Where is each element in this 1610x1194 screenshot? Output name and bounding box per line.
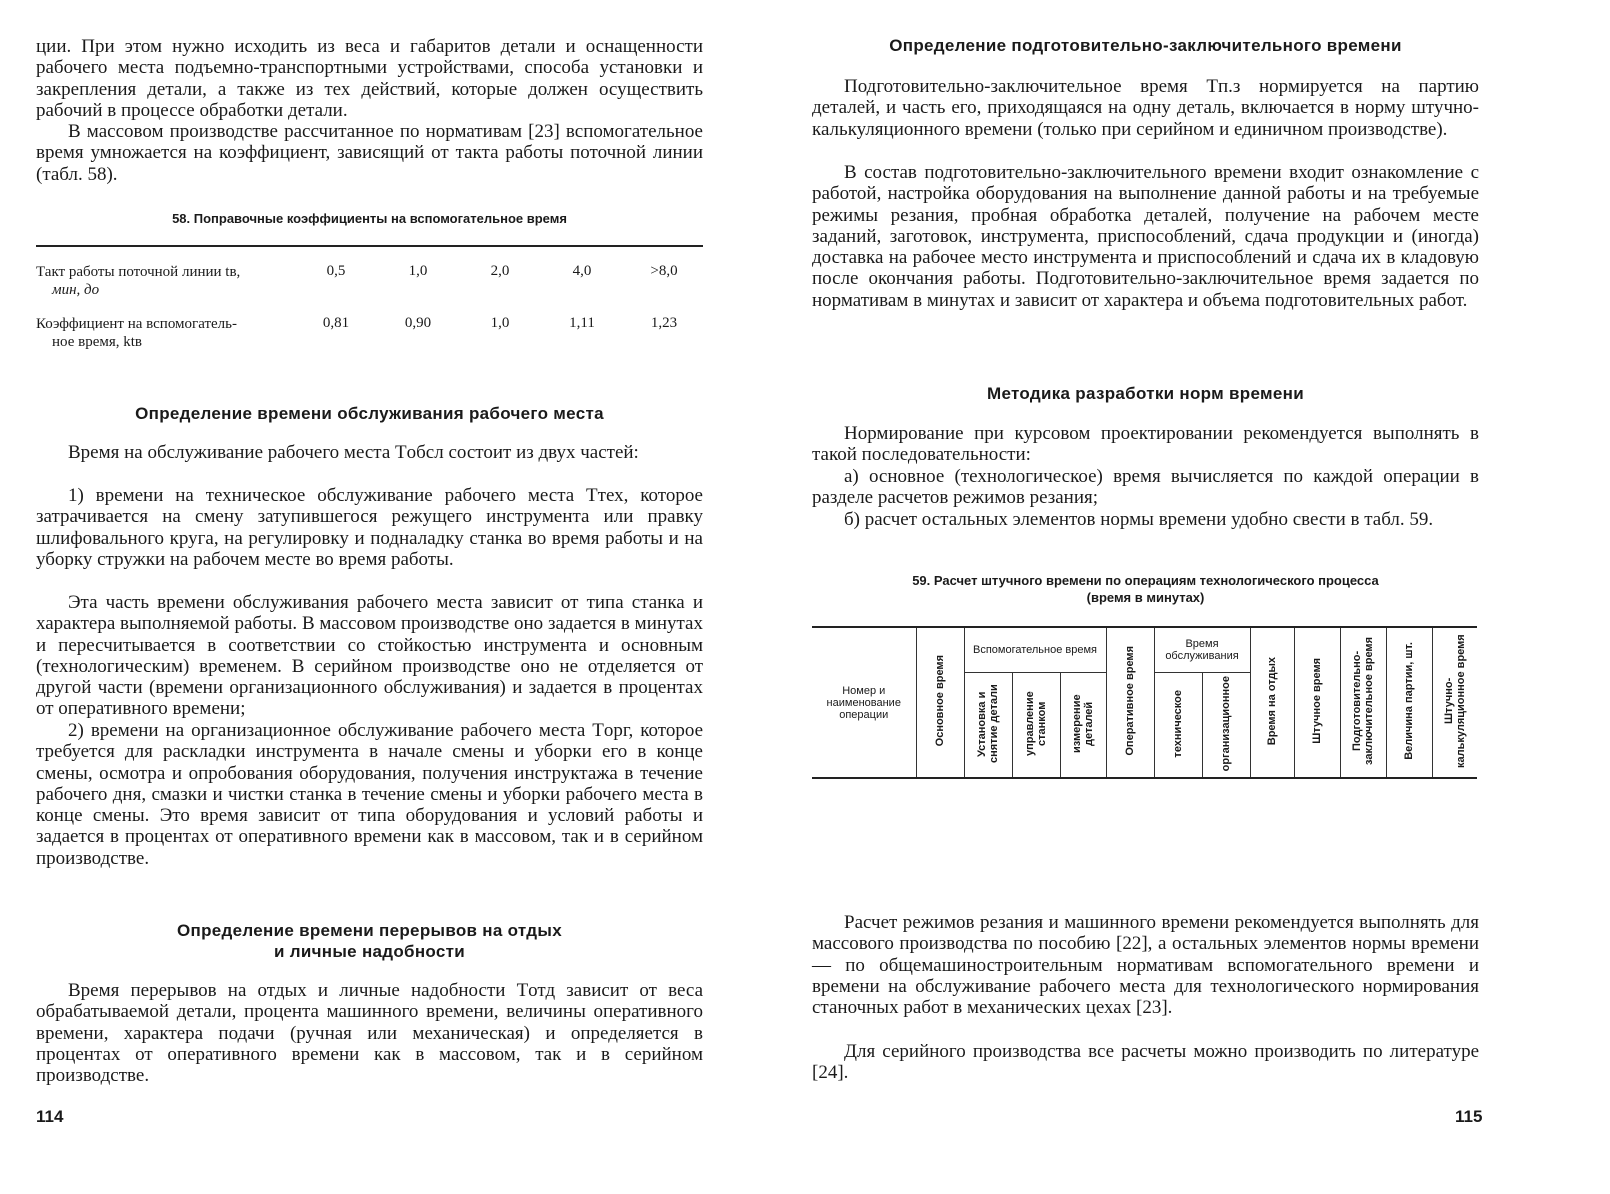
heading-service-time: Определение времени обслуживания рабочего места xyxy=(135,404,604,423)
table59-caption-1: 59. Расчет штучного времени по операциям технологического процесса xyxy=(912,573,1379,588)
table58-row-coefficient xyxy=(36,299,703,357)
service-paragraph-2: 1) времени на техническое обслуживание рабочего места Tтех, которое затрачивается на смену затупившегося режущего инструмента или правку шлифовального круга, на регулировку и подналадку станка во время работы и на уборку стружки на рабочем месте во время работы. xyxy=(36,485,703,570)
table59-header-calc-time: Штучно-калькуляционное время xyxy=(1432,627,1477,778)
table59 xyxy=(812,626,1477,779)
table58-cell: 2,0 xyxy=(490,263,510,279)
table59-header-aux-measure: измерение деталей xyxy=(1060,673,1106,779)
table58-cell: 4,0 xyxy=(572,263,592,279)
table59-header-piece-time: Штучное время xyxy=(1294,627,1340,778)
mass-production-paragraph: В массовом производстве рассчитанное по нормативам [23] вспомогательное время умножается на коэффициент, зависящий от такта работы поточной линии (табл. 58). xyxy=(36,121,703,185)
page-number-left: 114 xyxy=(36,1107,64,1126)
table58-caption: 58. Поправочные коэффициенты на вспомогательное время xyxy=(172,211,567,226)
table59-header-rest-time: Время на отдых xyxy=(1250,627,1294,778)
table59-header-service-group: Время обслуживания xyxy=(1154,627,1250,673)
left-page xyxy=(0,0,790,1194)
table59-header-service-tech: техническое xyxy=(1154,673,1202,779)
method-item-b: б) расчет остальных элементов нормы времени удобно свести в табл. 59. xyxy=(844,509,1434,530)
table59-header-main-time: Основное время xyxy=(916,627,964,778)
rest-paragraph: Время перерывов на отдых и личные надобности Tотд зависит от веса обрабатываемой детали, процента машинного времени, величины оперативного времени, характера подачи (ручная или механическая) и определяется в процентах от оперативного времени как в массовом, так и в серийном производстве. xyxy=(36,980,703,1087)
prep-paragraph-2: В состав подготовительно-заключительного времени входит ознакомление с работой, настройка оборудования на выполнение данной работы и на требуемые режимы резания, пробная обработка деталей, получение на рабочем месте заданий, заготовок, инструмента, приспособлений, сдача продукции и (иногда) доставка на рабочее место инструмента и приспособлений и сдача их в кладовую после окончания работы. Подготовительно-заключительное время задается по нормативам в минутах и зависит от характера и объема подготовительных работ. xyxy=(812,162,1479,311)
final-paragraph-1: Расчет режимов резания и машинного времени рекомендуется выполнять для массового производства по пособию [22], а остальных элементов нормы времени — по общемашиностроительным нормативам вспомогательного времени и времени на обслуживание рабочего места для технологического нормирования станочных работ в механических цехах [23]. xyxy=(812,912,1479,1019)
table58-cell: 1,11 xyxy=(569,315,595,331)
heading-rest-time-1: Определение времени перерывов на отдых xyxy=(177,921,562,940)
method-paragraph: Нормирование при курсовом проектировании рекомендуется выполнять в такой последовательности: xyxy=(812,423,1479,466)
table59-header-aux-control: управление станком xyxy=(1012,673,1060,779)
service-paragraph-1: Время на обслуживание рабочего места Tобсл состоит из двух частей: xyxy=(68,442,639,463)
table58-cell: >8,0 xyxy=(650,263,678,279)
heading-method: Методика разработки норм времени xyxy=(987,384,1304,403)
prep-paragraph-1: Подготовительно-заключительное время Tп.з нормируется на партию деталей, и часть его, приходящаяся на одну деталь, включается в норму штучно-калькуляционного времени (только при серийном и единичном производстве). xyxy=(812,76,1479,140)
page-number-right: 115 xyxy=(1455,1107,1483,1126)
service-paragraph-4: 2) времени на организационное обслуживание рабочего места Tорг, которое требуется для раскладки инструмента в начале смены и уборки его в конце смены, осмотра и опробования оборудования, получения инструктажа в течение рабочего дня, смазки и чистки станка в течение смены и уборки рабочего места в конце смены. Это время зависит от типа оборудования и условий работы и задается в процентах от оперативного времени как в массовом, так и в серийном производстве. xyxy=(36,720,703,869)
table59-header-aux-group: Вспомогательное время xyxy=(964,627,1106,673)
table58-row-label: Коэффициент на вспомогатель- ное время, ktв xyxy=(36,316,237,350)
table59-header-prep-time: Подготовительно-заключительное время xyxy=(1340,627,1386,778)
final-paragraph-2: Для серийного производства все расчеты можно производить по литературе [24]. xyxy=(812,1041,1479,1084)
method-item-a: а) основное (технологическое) время вычисляется по каждой операции в разделе расчетов режимов резания; xyxy=(812,466,1479,509)
table58-cell: 1,23 xyxy=(650,315,678,331)
table58-cell: 0,81 xyxy=(322,315,350,331)
service-paragraph-3: Эта часть времени обслуживания рабочего места зависит от типа станка и характера выполняемой работы. В массовом производстве оно задается в минутах и пересчитывается в соответствии со стойкостью инструмента и основным (технологическим) временем. В серийном производстве оно не отделяется от другой части (времени организационного обслуживания) и задается в процентах от оперативного времени; xyxy=(36,592,703,720)
table59-header-aux-install: Установка и снятие детали xyxy=(964,673,1012,779)
table58-cell: 0,90 xyxy=(404,315,432,331)
table59-header-batch-size: Величина партии, шт. xyxy=(1386,627,1432,778)
table58-cell: 1,0 xyxy=(408,263,428,279)
table59-header-operative-time: Оперативное время xyxy=(1106,627,1154,778)
table58-cell: 1,0 xyxy=(490,315,510,331)
table58-row-takt xyxy=(36,247,703,299)
table58 xyxy=(36,245,703,357)
table58-row-label: Такт работы поточной линии tв, мин, до xyxy=(36,264,241,298)
table59-header-operation: Номер и наименование операции xyxy=(812,627,916,778)
table58-cell: 0,5 xyxy=(326,263,346,279)
heading-rest-time-2: и личные надобности xyxy=(273,942,465,961)
table59-caption-2: (время в минутах) xyxy=(1086,590,1205,605)
table59-header-service-org: организационное xyxy=(1202,673,1250,779)
heading-prep-time: Определение подготовительно-заключительного времени xyxy=(889,36,1402,55)
intro-paragraph: ции. При этом нужно исходить из веса и габаритов детали и оснащенности рабочего места подъемно-транспортными устройствами, способа установки и закрепления детали, а также из тех действий, которые должен осуществить рабочий в процессе обработки детали. xyxy=(36,36,703,121)
